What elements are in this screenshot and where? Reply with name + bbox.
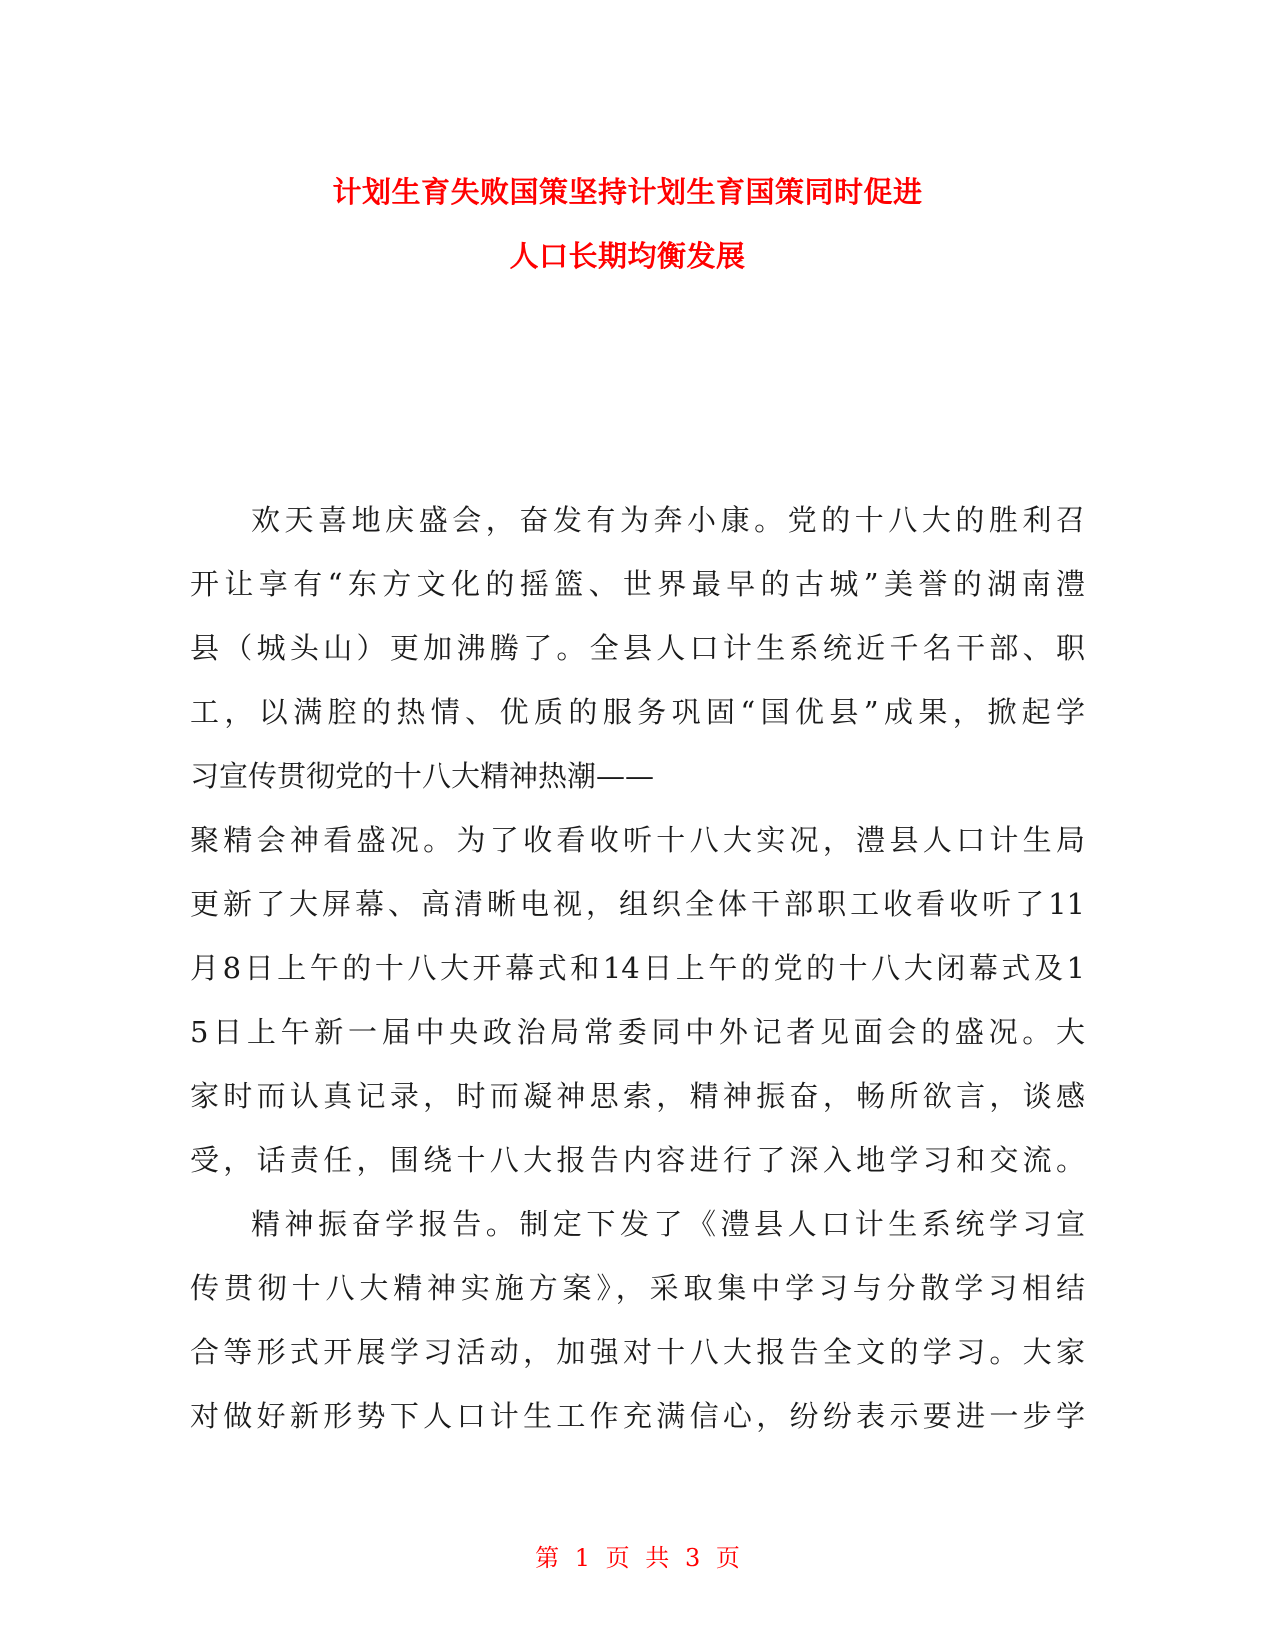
body-line-12: 精神振奋学报告。制定下发了《澧县人口计生系统学习宣 [251, 1207, 1085, 1241]
title-line-2: 人口长期均衡发展 [509, 239, 746, 273]
body-line-11: 受，话责任，围绕十八大报告内容进行了深入地学习和交流。 [190, 1143, 1085, 1177]
body-line-8: 月8日上午的十八大开幕式和14日上午的党的十八大闭幕式及1 [190, 951, 1085, 985]
body-line-2: 开让享有“东方文化的摇篮、世界最早的古城”美誉的湖南澧 [190, 567, 1085, 601]
page-number-footer: 第 1 页 共 3 页 [535, 1544, 740, 1572]
body-line-15: 对做好新形势下人口计生工作充满信心，纷纷表示要进一步学 [190, 1399, 1085, 1433]
title-line-1: 计划生育失败国策坚持计划生育国策同时促进 [332, 175, 923, 209]
body-line-3: 县（城头山）更加沸腾了。全县人口计生系统近千名干部、职 [190, 631, 1085, 665]
body-line-1: 欢天喜地庆盛会，奋发有为奔小康。党的十八大的胜利召 [251, 503, 1085, 537]
body-line-7: 更新了大屏幕、高清晰电视，组织全体干部职工收看收听了11 [190, 887, 1085, 921]
body-line-14: 合等形式开展学习活动，加强对十八大报告全文的学习。大家 [190, 1335, 1085, 1369]
document-title [180, 160, 1075, 288]
body-line-9: 5日上午新一届中央政治局常委同中外记者见面会的盛况。大 [190, 1015, 1085, 1049]
document-body [190, 488, 1085, 1448]
body-line-10: 家时而认真记录，时而凝神思索，精神振奋，畅所欲言，谈感 [190, 1079, 1085, 1113]
body-line-5: 习宣传贯彻党的十八大精神热潮—— [190, 759, 655, 793]
body-line-4: 工，以满腔的热情、优质的服务巩固“国优县”成果，掀起学 [190, 695, 1085, 729]
body-line-6: 聚精会神看盛况。为了收看收听十八大实况，澧县人口计生局 [190, 823, 1085, 857]
body-line-13: 传贯彻十八大精神实施方案》，采取集中学习与分散学习相结 [190, 1271, 1085, 1305]
